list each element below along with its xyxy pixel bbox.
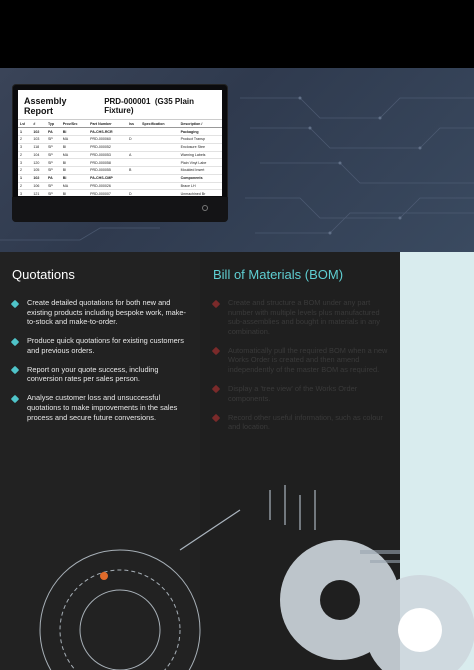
table-cell bbox=[127, 128, 140, 136]
table-cell: Product Transp bbox=[179, 135, 222, 143]
report-title: Assembly Report bbox=[24, 96, 67, 116]
orange-dot-icon bbox=[100, 572, 108, 580]
bom-title: Bill of Materials (BOM) bbox=[213, 267, 344, 282]
quotations-list bbox=[12, 298, 194, 432]
top-black-band bbox=[0, 0, 474, 68]
list-item bbox=[12, 298, 194, 327]
power-button-icon bbox=[202, 205, 208, 211]
table-cell: 2 bbox=[18, 135, 31, 143]
table-row bbox=[18, 167, 222, 175]
list-item-text: Report on your quote success, including conversion rates per sales person. bbox=[27, 364, 159, 384]
table-cell: PRD-000007 bbox=[88, 190, 127, 196]
table-cell: 102 bbox=[31, 174, 46, 182]
table-cell: Warning Labels bbox=[179, 151, 222, 159]
table-cell: 2 bbox=[18, 151, 31, 159]
table-cell bbox=[140, 159, 178, 167]
table-cell: 120 bbox=[31, 159, 46, 167]
monitor-bezel-bottom bbox=[12, 197, 228, 222]
table-cell bbox=[140, 174, 178, 182]
table-cell: BI bbox=[61, 167, 88, 175]
table-row bbox=[18, 182, 222, 190]
table-cell: SP bbox=[46, 135, 61, 143]
table-cell: Unmachined Br bbox=[179, 190, 222, 196]
list-item-text: Produce quick quotations for existing customers and previous orders. bbox=[27, 336, 184, 355]
table-cell: 121 bbox=[31, 190, 46, 196]
table-cell: D bbox=[127, 190, 140, 196]
table-cell: 105 bbox=[31, 167, 46, 175]
gears-illustration bbox=[0, 430, 474, 670]
diamond-bullet-icon bbox=[212, 347, 220, 355]
table-header-cell: Part Number bbox=[88, 120, 127, 128]
list-item-text: Record other useful information, such as colour and location. bbox=[228, 412, 383, 432]
list-item bbox=[213, 346, 395, 375]
table-cell: Packaging bbox=[179, 128, 222, 136]
table-cell: BI bbox=[61, 143, 88, 151]
table-cell: MA bbox=[61, 151, 88, 159]
table-row bbox=[18, 174, 222, 182]
table-cell: SP bbox=[46, 151, 61, 159]
report-header bbox=[18, 90, 222, 120]
table-cell bbox=[127, 174, 140, 182]
table-cell: B bbox=[127, 167, 140, 175]
table-cell: PA-CHS-RCR bbox=[88, 128, 127, 136]
table-body bbox=[18, 128, 222, 196]
table-cell: SP bbox=[46, 167, 61, 175]
table-cell: Brace LH bbox=[179, 182, 222, 190]
table-header-cell: Typ bbox=[46, 120, 61, 128]
table-cell bbox=[140, 135, 178, 143]
monitor-screen bbox=[18, 90, 222, 196]
table-cell: SP bbox=[46, 143, 61, 151]
table-cell: MA bbox=[61, 182, 88, 190]
table-cell: 3 bbox=[18, 190, 31, 196]
list-item bbox=[213, 413, 395, 432]
list-item-text: Create detailed quotations for both new and existing products including bespoke work, make-to-stock and make-to-order. bbox=[27, 298, 186, 327]
table-cell: 2 bbox=[18, 182, 31, 190]
table-header-cell: Description / bbox=[179, 120, 222, 128]
table-cell: Components bbox=[179, 174, 222, 182]
table-cell: BI bbox=[61, 190, 88, 196]
table-cell: PRD-000060 bbox=[88, 135, 127, 143]
list-item-text: Create and structure a BOM under any part number with multiple levels plus manufactured sub-assemblies and bought in materials in any combination. bbox=[228, 298, 381, 336]
list-item bbox=[213, 384, 395, 403]
table-cell: 3 bbox=[18, 143, 31, 151]
table-cell: 102 bbox=[31, 128, 46, 136]
table-cell: PRD-000052 bbox=[88, 143, 127, 151]
table-header-cell: Specification bbox=[140, 120, 178, 128]
list-item bbox=[12, 365, 194, 384]
table-cell: PA bbox=[46, 128, 61, 136]
table-cell: PRD-000053 bbox=[88, 151, 127, 159]
table-header-cell: Iss bbox=[127, 120, 140, 128]
diamond-bullet-icon bbox=[11, 299, 19, 307]
list-item-text: Analyse customer loss and unsuccessful quotations to make improvements in the sales process and secure future conversions. bbox=[27, 393, 178, 422]
table-cell: 103 bbox=[31, 135, 46, 143]
diamond-bullet-icon bbox=[11, 337, 19, 345]
table-cell: 3 bbox=[18, 159, 31, 167]
table-cell: PA bbox=[46, 174, 61, 182]
table-cell: 104 bbox=[31, 151, 46, 159]
list-item-text: Display a 'tree view' of the Works Order components. bbox=[228, 383, 358, 403]
table-cell: A bbox=[127, 151, 140, 159]
table-cell bbox=[127, 182, 140, 190]
table-cell: PRD-000058 bbox=[88, 159, 127, 167]
table-cell: Moulded Insert bbox=[179, 167, 222, 175]
list-item bbox=[12, 336, 194, 355]
table-row bbox=[18, 190, 222, 196]
table-row bbox=[18, 151, 222, 159]
table-cell: SP bbox=[46, 190, 61, 196]
table-header-cell: # bbox=[31, 120, 46, 128]
table-cell: MA bbox=[61, 135, 88, 143]
table-row bbox=[18, 143, 222, 151]
table-header-row bbox=[18, 120, 222, 128]
assembly-table bbox=[18, 120, 222, 196]
table-cell: SP bbox=[46, 159, 61, 167]
table-header-cell: Lvl bbox=[18, 120, 31, 128]
table-row bbox=[18, 159, 222, 167]
table-cell: 118 bbox=[31, 143, 46, 151]
table-cell: PRD-000055 bbox=[88, 167, 127, 175]
table-row bbox=[18, 128, 222, 136]
list-item bbox=[213, 298, 395, 336]
diamond-bullet-icon bbox=[11, 395, 19, 403]
list-item bbox=[12, 393, 194, 422]
table-cell bbox=[140, 190, 178, 196]
table-cell: PRD-000026 bbox=[88, 182, 127, 190]
table-cell bbox=[140, 167, 178, 175]
table-cell: PA-CHS-CMP bbox=[88, 174, 127, 182]
table-cell bbox=[140, 151, 178, 159]
report-id: PRD-000001 (G35 Plain Fixture) bbox=[104, 97, 195, 115]
table-cell: 106 bbox=[31, 182, 46, 190]
table-row bbox=[18, 135, 222, 143]
table-cell bbox=[140, 143, 178, 151]
diamond-bullet-icon bbox=[212, 299, 220, 307]
table-cell bbox=[127, 159, 140, 167]
table-cell: 1 bbox=[18, 128, 31, 136]
table-cell bbox=[127, 143, 140, 151]
diamond-bullet-icon bbox=[212, 414, 220, 422]
table-cell: Enclosure Stee bbox=[179, 143, 222, 151]
diamond-bullet-icon bbox=[11, 366, 19, 374]
table-cell bbox=[140, 128, 178, 136]
diamond-bullet-icon bbox=[212, 385, 220, 393]
table-cell: BI bbox=[61, 174, 88, 182]
table-cell: BI bbox=[61, 128, 88, 136]
bom-list bbox=[213, 298, 395, 441]
list-item-text: Automatically pull the required BOM when a new Works Order is created and then amend independently of the master BOM as required. bbox=[228, 345, 388, 374]
table-cell: 1 bbox=[18, 174, 31, 182]
table-cell: BI bbox=[61, 159, 88, 167]
table-cell: SP bbox=[46, 182, 61, 190]
table-header-cell: Prov/Src bbox=[61, 120, 88, 128]
table-cell: D bbox=[127, 135, 140, 143]
table-cell: 2 bbox=[18, 167, 31, 175]
quotations-title: Quotations bbox=[12, 267, 75, 282]
table-cell: Plain Vinyl Labe bbox=[179, 159, 222, 167]
table-cell bbox=[140, 182, 178, 190]
